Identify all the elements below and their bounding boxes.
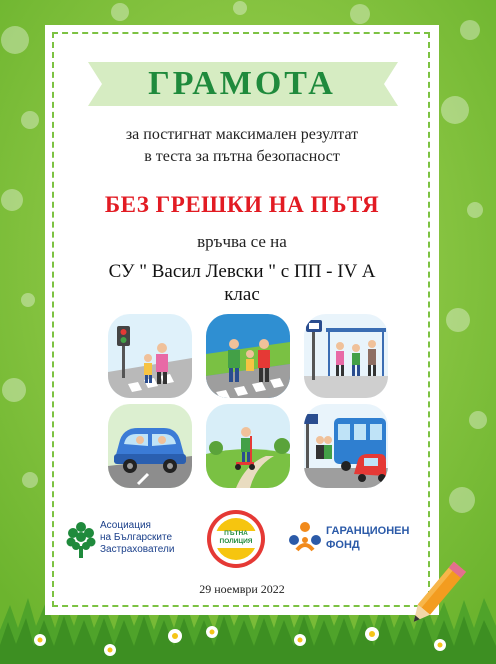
recipient-name: СУ " Васил Левски " с ПП - IV А xyxy=(108,261,376,282)
car-seatbelt-illustration xyxy=(108,404,192,488)
tree-logo-icon xyxy=(66,518,96,562)
abz-logo-text xyxy=(100,520,190,556)
certificate-date: 29 ноември 2022 xyxy=(199,582,285,596)
awarded-to-label: връчва се на xyxy=(197,232,287,251)
bus-and-car-street-illustration xyxy=(304,404,388,488)
fund-line-2: ФОНД xyxy=(326,539,360,551)
guarantee-fund-logo-icon xyxy=(287,520,323,556)
pencil-icon xyxy=(400,558,470,638)
abz-line-2: на Българските xyxy=(100,532,173,543)
fund-line-1: ГАРАНЦИОНЕН xyxy=(326,525,410,537)
slogan: БЕЗ ГРЕШКИ НА ПЪТЯ xyxy=(104,192,380,217)
recipient-class: клас xyxy=(224,284,260,305)
police-line-1: ПЪТНА xyxy=(224,530,248,537)
fund-logo-text xyxy=(326,524,409,552)
traffic-light-crossing-illustration xyxy=(108,314,192,398)
subtitle-line-1: за постигнат максимален резултат xyxy=(125,126,359,143)
abz-line-1: Асоциация xyxy=(100,520,151,531)
certificate-title: ГРАМОТА xyxy=(148,65,336,102)
road-police-logo xyxy=(207,510,265,568)
zebra-crossing-family-illustration xyxy=(206,314,290,398)
subtitle-line-2: в теста за пътна безопасност xyxy=(144,148,340,165)
bus-stop-illustration xyxy=(304,314,388,398)
scooter-park-illustration xyxy=(206,404,290,488)
abz-line-3: Застрахователи xyxy=(100,544,175,555)
police-line-2: ПОЛИЦИЯ xyxy=(219,538,253,545)
